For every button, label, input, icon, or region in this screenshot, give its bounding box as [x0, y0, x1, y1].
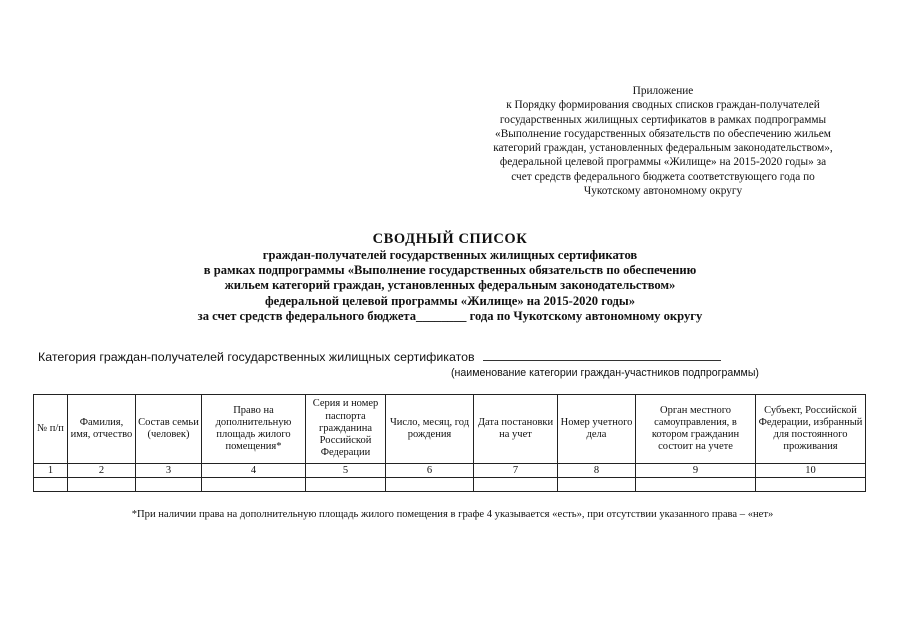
column-header: Дата постановки на учет: [474, 395, 558, 464]
table-cell: [636, 478, 756, 492]
column-number: 6: [386, 464, 474, 478]
column-number: 10: [756, 464, 866, 478]
column-number: 5: [306, 464, 386, 478]
column-header: Право на дополнительную площадь жилого помещения*: [202, 395, 306, 464]
table-row: [34, 478, 866, 492]
table-cell: [202, 478, 306, 492]
column-header: Субъект, Российской Федерации, избранный для постоянного проживания: [756, 395, 866, 464]
title-line: жильем категорий граждан, установленных федеральным законодательством»: [224, 278, 676, 293]
title-line: в рамках подпрограммы «Выполнение государственных обязательств по обеспечению: [203, 263, 697, 278]
column-header: № п/п: [34, 395, 68, 464]
column-header: Число, месяц, год рождения: [386, 395, 474, 464]
page-title: СВОДНЫЙ СПИСОК: [372, 231, 528, 247]
appendix-line: категорий граждан, установленных федеральным законодательством»,: [493, 142, 833, 155]
table-cell: [756, 478, 866, 492]
title-line: за счет средств федерального бюджета________ года по Чукотскому автономному округу: [197, 308, 703, 323]
appendix-block: [468, 84, 858, 198]
appendix-line: Чукотскому автономному округу: [583, 185, 743, 198]
table-cell: [558, 478, 636, 492]
table-cell: [34, 478, 68, 492]
column-number: 7: [474, 464, 558, 478]
appendix-line: к Порядку формирования сводных списков граждан-получателей: [506, 99, 820, 112]
table-cell: [136, 478, 202, 492]
column-number: 2: [68, 464, 136, 478]
column-header: Орган местного самоуправления, в котором гражданин состоит на учете: [636, 395, 756, 464]
title-line: федеральной целевой программы «Жилище» на 2015-2020 годы»: [264, 293, 636, 308]
document-title: [100, 230, 800, 324]
recipients-table: [33, 394, 866, 492]
table-cell: [68, 478, 136, 492]
category-row: [38, 349, 778, 364]
appendix-line: счет средств федерального бюджета соответствующего года по: [511, 170, 815, 183]
category-blank-line: [483, 349, 721, 361]
category-label: Категория граждан-получателей государственных жилищных сертификатов: [38, 350, 475, 364]
column-number: 8: [558, 464, 636, 478]
column-header: Фамилия, имя, отчество: [68, 395, 136, 464]
table-cell: [306, 478, 386, 492]
column-number: 9: [636, 464, 756, 478]
footnote: *При наличии права на дополнительную площадь жилого помещения в графе 4 указывается «есть», при отсутствии указанного права – «нет»: [131, 509, 774, 520]
table-cell: [474, 478, 558, 492]
table-cell: [386, 478, 474, 492]
appendix-line: государственных жилищных сертификатов в рамках подпрограммы: [499, 113, 827, 126]
column-number: 1: [34, 464, 68, 478]
appendix-label: Приложение: [632, 85, 694, 97]
column-number: 4: [202, 464, 306, 478]
column-header: Состав семьи (человек): [136, 395, 202, 464]
appendix-line: «Выполнение государственных обязательств по обеспечению жильем: [495, 127, 831, 140]
column-header: Номер учетного дела: [558, 395, 636, 464]
column-number-row: [34, 464, 866, 478]
title-line: граждан-получателей государственных жилищных сертификатов: [262, 248, 638, 262]
column-number: 3: [136, 464, 202, 478]
table-header-row: [34, 395, 866, 464]
column-header: Серия и номер паспорта гражданина Российской Федерации: [306, 395, 386, 464]
appendix-line: федеральной целевой программы «Жилище» на 2015-2020 годы» за: [499, 156, 827, 169]
category-hint: (наименование категории граждан-участников подпрограммы): [451, 367, 759, 379]
